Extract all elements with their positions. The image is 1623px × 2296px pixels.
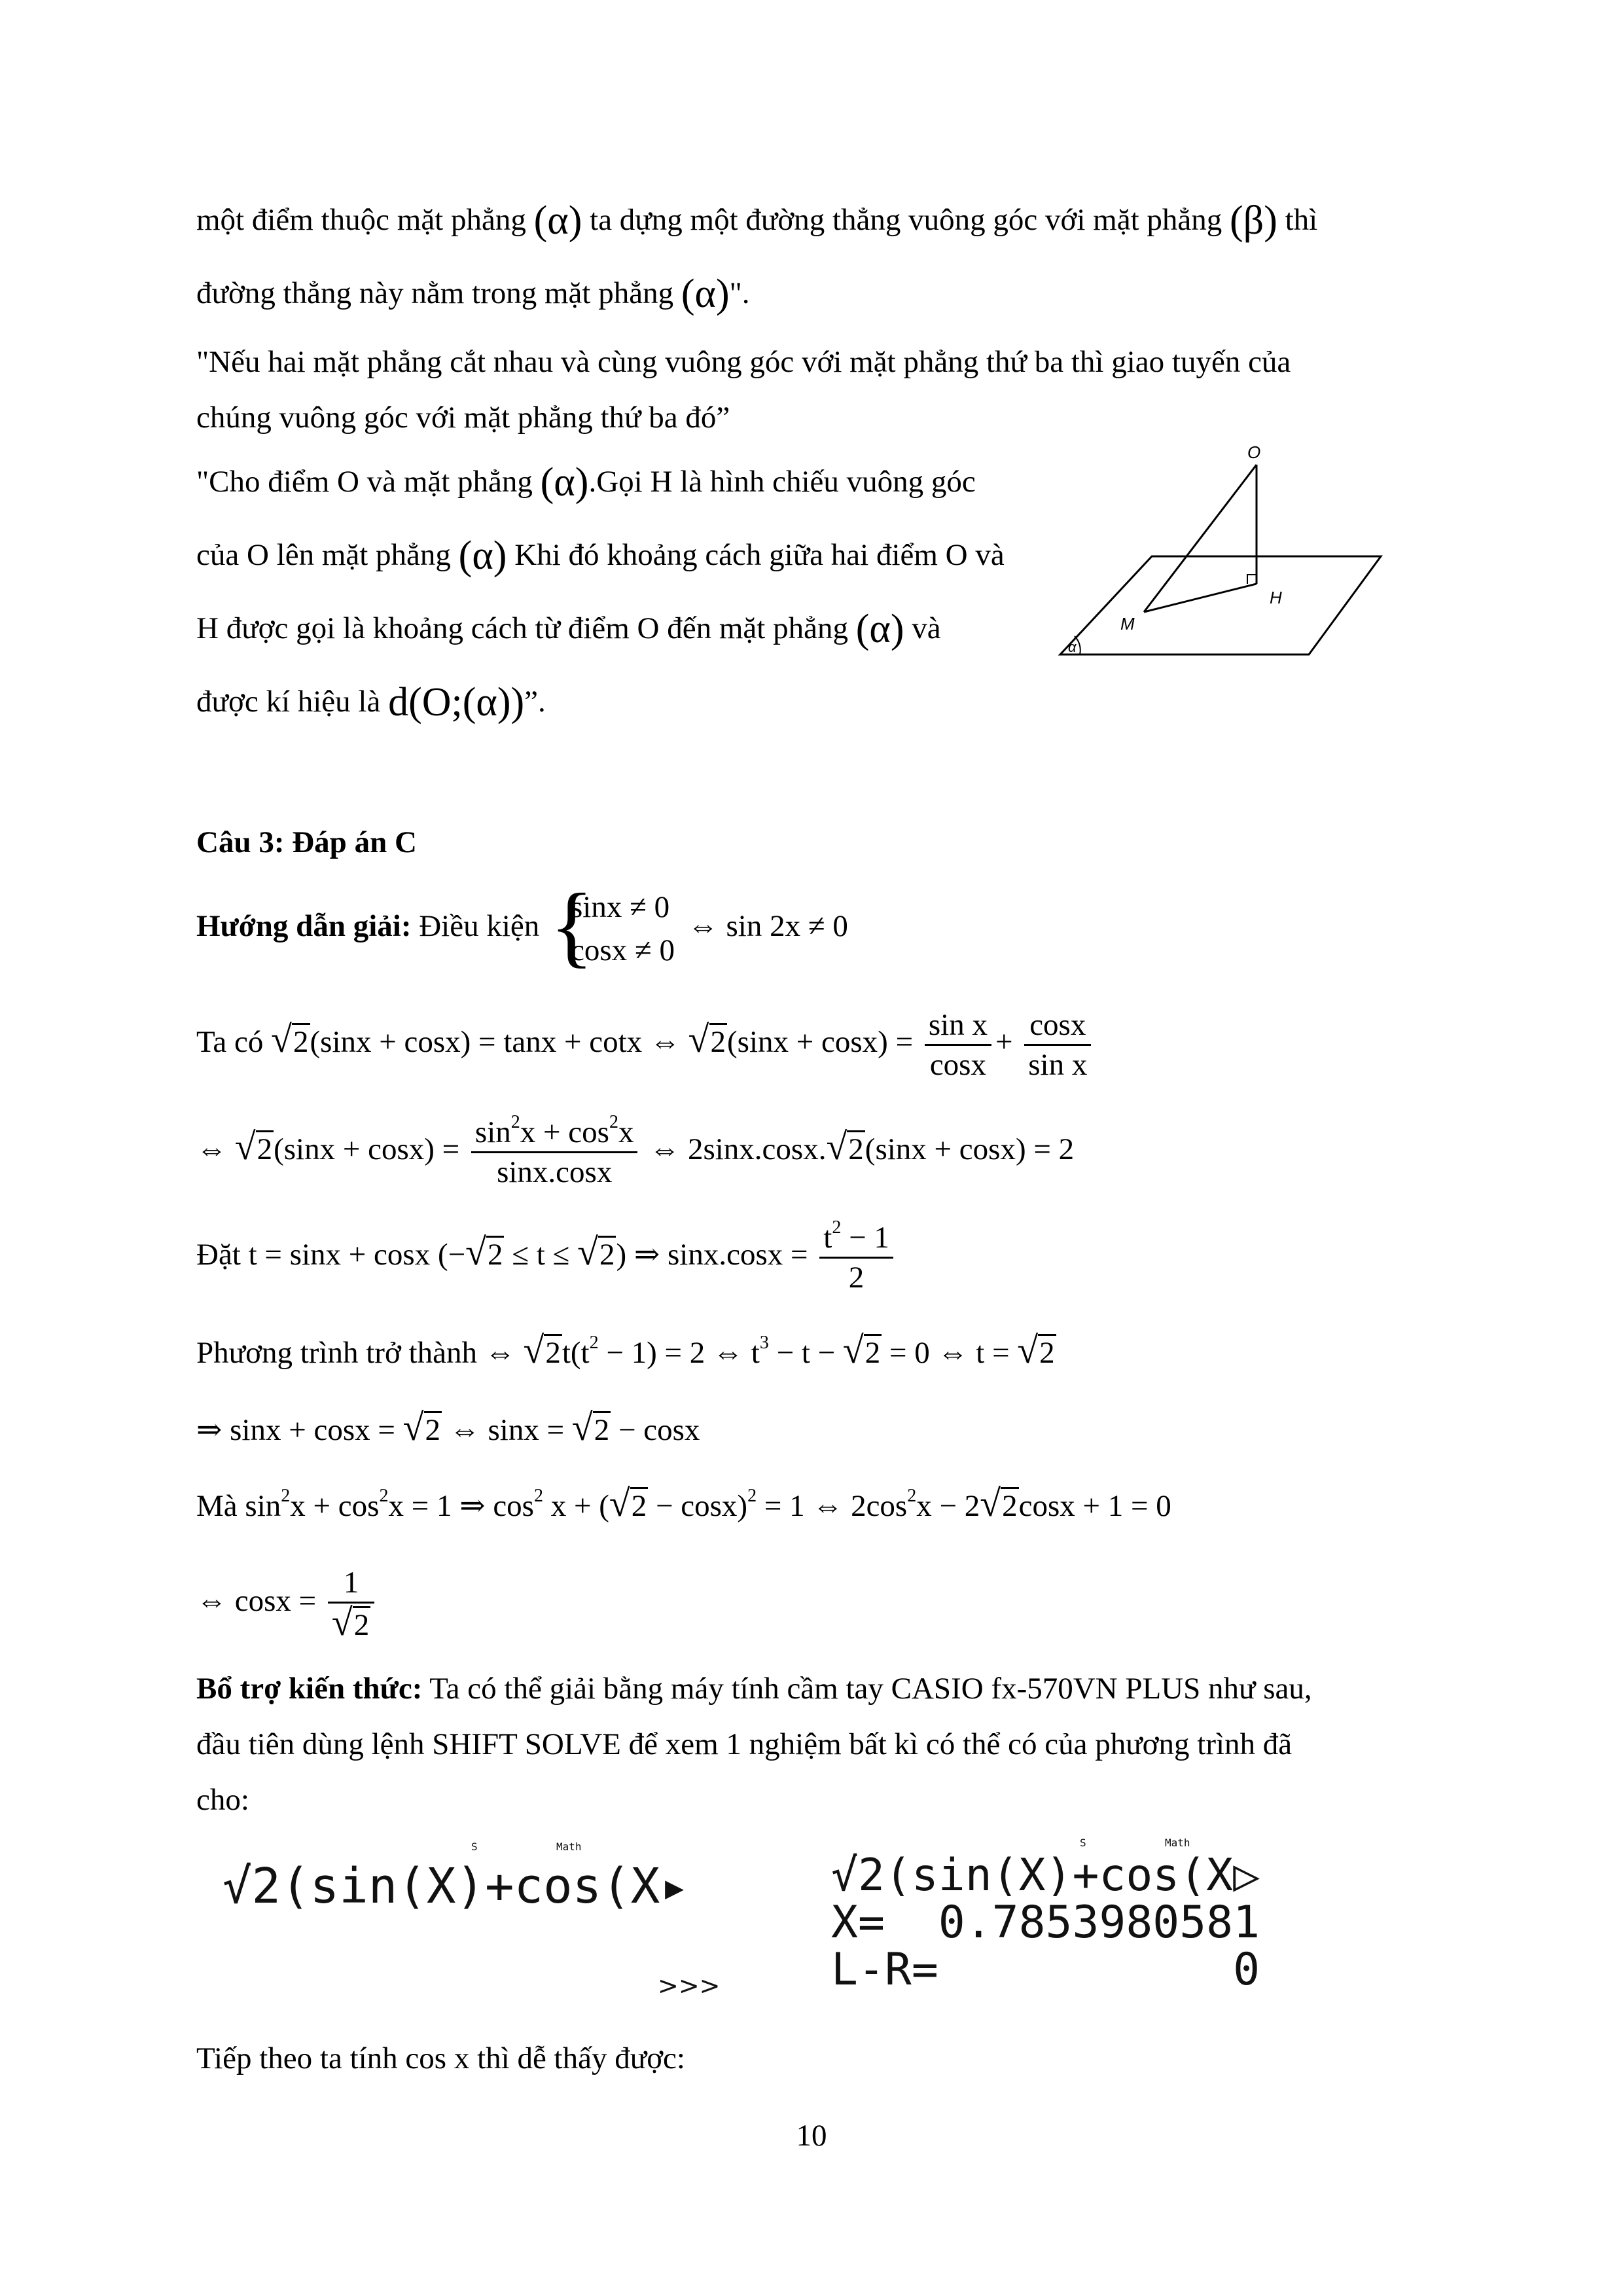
fraction [471, 1113, 638, 1191]
math-segment: cosx + 1 = 0 [1018, 1489, 1171, 1523]
radical-sign: √ [826, 1125, 847, 1168]
shift-indicator: S [1080, 1837, 1086, 1849]
radical-sign: √ [688, 1018, 709, 1060]
superscript: 2 [510, 1111, 520, 1132]
math-segment: (sinx + cosx) = tanx + cotx ⇔ [310, 1025, 681, 1059]
guide-text: Điều kiện [419, 909, 540, 943]
radical-sign: √ [523, 1329, 544, 1371]
sqrt-2 [235, 1107, 274, 1189]
radicand: 2 [544, 1334, 562, 1370]
label-h: H [1270, 588, 1282, 607]
alpha-symbol: (α) [540, 460, 589, 505]
support-line-1 [196, 1669, 1312, 1708]
radicand: 2 [256, 1130, 274, 1166]
superscript: 2 [747, 1486, 757, 1506]
radical-sign: √ [402, 1406, 424, 1448]
math-segment: (sinx + cosx) = 2 [865, 1132, 1075, 1166]
radicand: 2 [847, 1130, 865, 1166]
math-segment: x + cos [520, 1115, 609, 1149]
radical-sign: √ [577, 1230, 598, 1273]
math-segment: sin [245, 1489, 281, 1523]
text-line-6 [196, 533, 1005, 578]
math-segment: (sinx + cosx) = [727, 1025, 914, 1059]
alpha-symbol: (α) [458, 533, 507, 578]
superscript: 2 [832, 1217, 842, 1238]
math-indicator: Math [1165, 1837, 1190, 1849]
sqrt-2 [826, 1107, 865, 1189]
superscript: 2 [379, 1486, 389, 1506]
text-segment: ta dựng một đường thẳng vuông góc với mặt phẳng [590, 203, 1222, 237]
radicand: 2 [292, 1023, 310, 1059]
beta-symbol: (β) [1230, 198, 1277, 243]
equation-cubic [196, 1327, 1056, 1376]
condition-result: ⇔ sin 2x ≠ 0 [687, 909, 848, 943]
superscript: 2 [609, 1111, 618, 1132]
fraction [925, 1006, 991, 1084]
math-segment: − 1 [841, 1220, 889, 1255]
sqrt-2 [271, 1000, 310, 1081]
sqrt-2 [577, 1213, 616, 1294]
label-alpha: α [1068, 639, 1077, 655]
alpha-symbol: (α) [533, 198, 582, 243]
text-segment: "Cho điểm O và mặt phẳng [196, 465, 533, 499]
math-segment: x + ( [543, 1489, 609, 1523]
math-segment: ⇔ 2sinx.cosx. [649, 1132, 827, 1166]
sqrt-2 [980, 1480, 1018, 1529]
text-segment: và [912, 611, 941, 645]
condition-row: cosx ≠ 0 [571, 933, 675, 968]
math-segment: (sinx + cosx) = [274, 1132, 460, 1166]
condition-row: sinx ≠ 0 [571, 890, 670, 925]
radical-sign: √ [234, 1125, 256, 1168]
math-segment: − t − [768, 1336, 836, 1370]
screen-solution: X= 0.7853980581 [831, 1897, 1260, 1948]
radicand: 2 [864, 1334, 882, 1370]
denominator: 2 [848, 1260, 865, 1295]
radical-sign: √ [465, 1230, 486, 1273]
radicand: 2 [630, 1487, 649, 1523]
screen-expression: √2(sin(X)+cos(X▷ [831, 1850, 1260, 1901]
math-segment: ⇒ sinx + cosx = [196, 1413, 395, 1447]
superscript: 2 [281, 1486, 291, 1506]
math-segment: − cosx [611, 1413, 700, 1447]
radicand: 2 [486, 1236, 505, 1272]
equation-sum [196, 1405, 700, 1453]
next-step-text: Tiếp theo ta tính cos x thì dễ thấy được: [196, 2041, 685, 2075]
sqrt-2 [465, 1213, 504, 1294]
radicand: 2 [598, 1236, 616, 1272]
page-number: 10 [796, 2119, 827, 2153]
denominator: sinx.cosx [497, 1155, 613, 1189]
shift-indicator: S [471, 1840, 478, 1853]
radical-sign: √ [609, 1482, 630, 1524]
superscript: 3 [759, 1333, 769, 1353]
radicand: 2 [1038, 1334, 1056, 1370]
math-segment: − cosx) [648, 1489, 748, 1523]
math-segment: ⇔ [484, 1336, 516, 1370]
radicand: 2 [709, 1023, 728, 1059]
text-segment: Ta có [196, 1025, 264, 1059]
text-line-7 [196, 609, 941, 649]
text-line-5 [196, 460, 976, 505]
math-segment: ⇔ cosx = [196, 1584, 317, 1618]
superscript: 2 [533, 1486, 543, 1506]
denominator: cosx [929, 1047, 986, 1082]
section-title: Câu 3: Đáp án C [196, 825, 417, 859]
sqrt-2 [403, 1405, 442, 1453]
text-segment: ”. [524, 685, 546, 719]
text-line-8 [196, 680, 546, 725]
math-segment: x = 1 ⇒ cos [388, 1489, 534, 1523]
radicand: 2 [593, 1411, 611, 1447]
guide-label: Hướng dẫn giải: [196, 909, 412, 943]
screen-residual: L-R= 0 [831, 1944, 1260, 1996]
text-segment: Mà [196, 1489, 238, 1523]
calculator-screen-2 [831, 1852, 1260, 1994]
guide-line [196, 875, 848, 977]
text-segment: Khi đó khoảng cách giữa hai điểm O và [514, 538, 1005, 572]
sqrt-2 [572, 1405, 611, 1453]
numerator [471, 1113, 638, 1153]
transition-arrows: >>> [658, 1971, 721, 2000]
text-segment: thì [1285, 203, 1318, 237]
math-segment: t(t [562, 1336, 590, 1370]
math-segment: ⇔ sinx = [449, 1413, 565, 1447]
text-line-1 [196, 198, 1318, 243]
sqrt-2 [1017, 1327, 1056, 1376]
math-segment: = 0 ⇔ t = [882, 1336, 1010, 1370]
equation-2 [196, 1107, 1074, 1191]
calculator-screen-1: √2(sin(X)+cos(X▸ [223, 1858, 689, 1914]
sqrt-2 [523, 1327, 562, 1376]
alpha-symbol: (α) [681, 272, 730, 316]
label-o: O [1247, 442, 1261, 462]
text-segment: ". [729, 276, 750, 310]
distance-notation: d(O;(α)) [388, 680, 525, 725]
math-segment: ) ⇒ sinx.cosx = [616, 1238, 808, 1272]
math-segment: x [618, 1115, 634, 1149]
denominator [328, 1600, 374, 1644]
math-segment: = 1 ⇔ 2cos [757, 1489, 908, 1523]
plane-projection-figure [1041, 432, 1420, 668]
text-segment: được kí hiệu là [196, 685, 381, 719]
equivalence-arrow: ⇔ [196, 1132, 227, 1166]
fraction [328, 1564, 374, 1644]
radical-sign: √ [842, 1329, 864, 1371]
radical-sign: √ [271, 1018, 292, 1060]
text-segment: .Gọi H là hình chiếu vuông góc [588, 465, 976, 499]
radicand: 2 [353, 1606, 371, 1642]
plane-alpha-shape [1060, 556, 1381, 655]
text-segment: Đặt [196, 1238, 241, 1272]
segment-mh [1144, 584, 1257, 612]
math-segment: x + cos [290, 1489, 380, 1523]
text-segment: một điểm thuộc mặt phẳng [196, 203, 526, 237]
math-segment: sin [474, 1115, 511, 1149]
numerator: cosx [1024, 1006, 1091, 1046]
math-segment: t [823, 1220, 832, 1255]
label-m: M [1120, 614, 1135, 634]
support-text: Ta có thể giải bằng máy tính cầm tay CASIO fx-570VN PLUS như sau, [429, 1672, 1312, 1706]
substitution-line [196, 1213, 897, 1297]
math-segment: x − 2 [916, 1489, 980, 1523]
support-label: Bổ trợ kiến thức: [196, 1672, 423, 1706]
superscript: 2 [907, 1486, 917, 1506]
radicand: 2 [1001, 1487, 1019, 1523]
math-segment: ≤ t ≤ [512, 1238, 570, 1272]
fraction [1024, 1006, 1091, 1084]
text-line-4: chúng vuông góc với mặt phẳng thứ ba đó” [196, 401, 730, 435]
text-line-2 [196, 274, 750, 314]
numerator: 1 [328, 1564, 374, 1604]
equation-identity [196, 1480, 1171, 1529]
sqrt-2 [688, 1000, 727, 1081]
right-angle-mark [1247, 575, 1257, 584]
radical-sign: √ [1017, 1329, 1039, 1371]
alpha-symbol: (α) [855, 607, 904, 651]
brace-symbol: { [550, 875, 594, 977]
segment-om [1144, 465, 1257, 612]
sqrt-2 [331, 1600, 370, 1644]
numerator: sin x [925, 1006, 991, 1046]
fraction [819, 1219, 893, 1297]
superscript: 2 [589, 1333, 599, 1353]
support-line-3: cho: [196, 1783, 249, 1817]
sqrt-2 [609, 1480, 648, 1529]
equation-result [196, 1562, 378, 1644]
text-segment: đường thẳng này nằm trong mặt phẳng [196, 276, 674, 310]
sqrt-2 [843, 1327, 882, 1376]
math-segment: − 1) = 2 ⇔ t [598, 1336, 760, 1370]
denominator: sin x [1028, 1047, 1088, 1082]
radical-sign: √ [980, 1482, 1001, 1524]
support-line-2: đầu tiên dùng lệnh SHIFT SOLVE để xem 1 nghiệm bất kì có thể có của phương trình đã [196, 1727, 1293, 1761]
radicand: 2 [424, 1411, 442, 1447]
numerator [819, 1219, 893, 1259]
math-segment: t = sinx + cosx (− [248, 1238, 466, 1272]
text-line-3: "Nếu hai mặt phẳng cắt nhau và cùng vuông góc với mặt phẳng thứ ba thì giao tuyến của [196, 345, 1291, 379]
condition-system [550, 875, 675, 977]
radical-sign: √ [331, 1600, 353, 1643]
math-indicator: Math [556, 1840, 582, 1853]
text-segment: Phương trình trở thành [196, 1336, 477, 1370]
text-segment: H được gọi là khoảng cách từ điểm O đến mặt phẳng [196, 611, 848, 645]
radical-sign: √ [571, 1406, 593, 1448]
equation-1: Ta có √2(sinx + cosx) = tanx + cotx ⇔ √2(sinx + cosx) = $\frac{\text{sin x}}{\cos x}$ + $\frac{\cos x}{\text{sin x}}$ [196, 1000, 1095, 1084]
text-segment: của O lên mặt phẳng [196, 538, 451, 572]
